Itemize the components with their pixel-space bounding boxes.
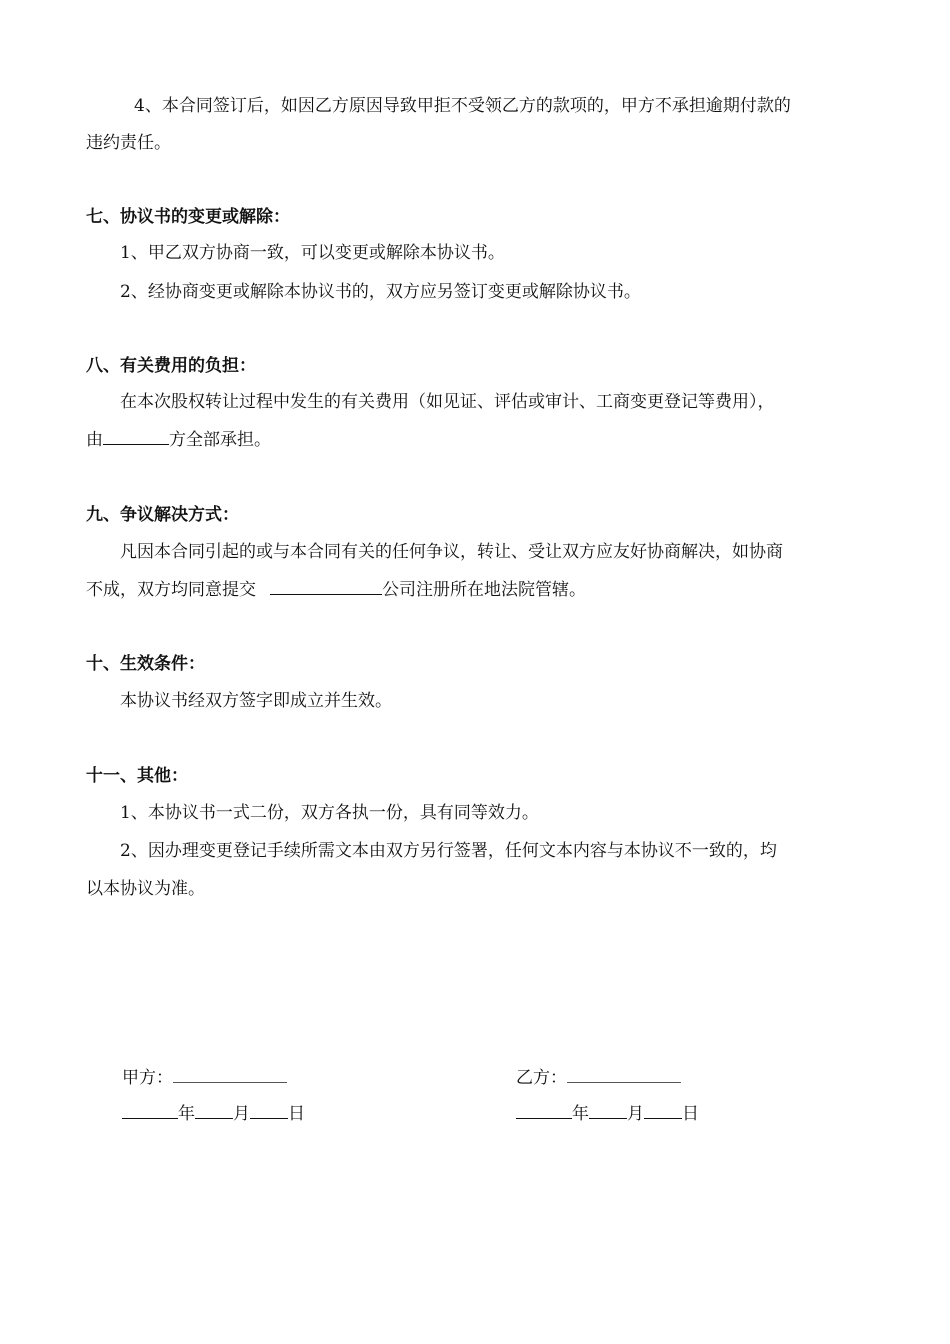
party-b-signature-blank[interactable]: [567, 1068, 681, 1083]
party-a-day-label: 日: [288, 1104, 305, 1124]
section-7-heading: 七、协议书的变更或解除：: [86, 207, 290, 227]
section-9-line-2: [86, 578, 586, 602]
party-b-year-blank[interactable]: [516, 1104, 572, 1119]
party-a-signature-blank[interactable]: [173, 1068, 287, 1083]
party-b-row: [516, 1066, 699, 1102]
section-11-item-2-line-2: 以本协议为准。: [86, 879, 205, 899]
party-a-year-label: 年: [178, 1104, 195, 1124]
clause-4-line-2: 违约责任。: [86, 133, 171, 153]
party-b-signature-block: [516, 1066, 699, 1138]
section-10-text: 本协议书经双方签字即成立并生效。: [120, 691, 392, 711]
party-b-day-blank[interactable]: [644, 1104, 682, 1119]
court-company-blank[interactable]: [270, 580, 382, 595]
section-9-prefix: 不成，双方均同意提交: [86, 580, 256, 600]
party-a-month-blank[interactable]: [195, 1104, 233, 1119]
party-a-label: 甲方：: [122, 1068, 173, 1088]
section-9-heading: 九、争议解决方式：: [86, 505, 239, 525]
party-a-row: [122, 1066, 305, 1102]
section-9-line-1: 凡因本合同引起的或与本合同有关的任何争议，转让、受让双方应友好协商解决，如协商: [120, 542, 783, 562]
section-8-line-1: 在本次股权转让过程中发生的有关费用（如见证、评估或审计、工商变更登记等费用），: [120, 392, 775, 412]
section-8-heading: 八、有关费用的负担：: [86, 356, 256, 376]
section-8-line-2: [86, 428, 271, 452]
section-8-suffix: 方全部承担。: [169, 430, 271, 450]
section-7-item-2: 2、经协商变更或解除本协议书的，双方应另签订变更或解除协议书。: [120, 282, 641, 302]
party-b-month-label: 月: [627, 1104, 644, 1124]
clause-4-line-1: 4、本合同签订后，如因乙方原因导致甲拒不受领乙方的款项的，甲方不承担逾期付款的: [134, 96, 791, 116]
clause-4-paragraph: [86, 88, 871, 162]
party-a-day-blank[interactable]: [250, 1104, 288, 1119]
section-9-suffix: 公司注册所在地法院管辖。: [382, 580, 586, 600]
party-b-year-label: 年: [572, 1104, 589, 1124]
party-b-month-blank[interactable]: [589, 1104, 627, 1119]
party-a-signature-block: [122, 1066, 305, 1138]
section-11-heading: 十一、其他：: [86, 766, 188, 786]
section-11-item-1: 1、本协议书一式二份，双方各执一份，具有同等效力。: [120, 803, 539, 823]
section-11-item-2-line-1: 2、因办理变更登记手续所需文本由双方另行签署，任何文本内容与本协议不一致的，均: [120, 841, 777, 861]
party-a-year-blank[interactable]: [122, 1104, 178, 1119]
party-a-month-label: 月: [233, 1104, 250, 1124]
cost-bearer-blank[interactable]: [103, 430, 169, 445]
section-10-heading: 十、生效条件：: [86, 654, 205, 674]
party-b-day-label: 日: [682, 1104, 699, 1124]
party-b-label: 乙方：: [516, 1068, 567, 1088]
section-8-prefix: 由: [86, 430, 103, 450]
party-a-date-row: [122, 1102, 305, 1138]
section-7-item-1: 1、甲乙双方协商一致，可以变更或解除本协议书。: [120, 243, 505, 263]
party-b-date-row: [516, 1102, 699, 1138]
